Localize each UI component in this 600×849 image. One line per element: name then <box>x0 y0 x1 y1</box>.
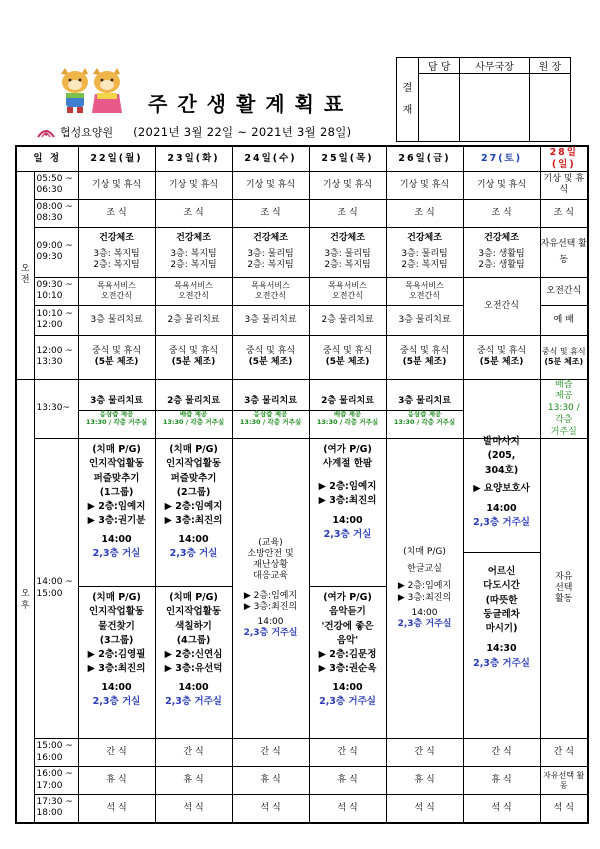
day-col-label: 일 정 <box>16 146 78 171</box>
day-header-row <box>16 146 588 171</box>
cell-breakfast: 조 식 <box>78 199 155 227</box>
mascot-illustration <box>55 66 125 116</box>
cell-bath-snack: 목욕서비스 오전간식 <box>386 277 463 305</box>
row-dinner <box>16 795 588 823</box>
cell-breakfast: 조 식 <box>540 199 588 227</box>
cell-dinner: 석 식 <box>540 795 588 823</box>
cell-snack: 간 식 <box>155 739 232 767</box>
cell-rest: 기상 및 휴식 <box>309 171 386 199</box>
cell-rest: 기상 및 휴식 <box>155 171 232 199</box>
cell-breakfast: 조 식 <box>463 199 540 227</box>
cell-lunch-sun: 중식 및 휴식 (5분 체조) <box>540 335 588 379</box>
approval-col-staff: 담 당 <box>419 58 460 74</box>
cell-sun-free-choice-pm: 자유선택 활동 <box>540 767 588 795</box>
cell-lunch: 중식 및 휴식 (5분 체조) <box>309 335 386 379</box>
day-header-fri: 26일(금) <box>386 146 463 171</box>
cell-1330-fri: 3층 물리치료 응삼즙 제공 13:30 / 각층 거주실 <box>386 379 463 438</box>
cell-bath-snack: 목욕서비스 오전간식 <box>155 277 232 305</box>
day-header-mon: 22일(월) <box>78 146 155 171</box>
cell-rest2: 휴 식 <box>463 767 540 795</box>
approval-sign-manager <box>460 74 530 142</box>
cell-snack: 간 식 <box>463 739 540 767</box>
cell-rest2: 휴 식 <box>386 767 463 795</box>
cell-snack: 간 식 <box>309 739 386 767</box>
time-1600: 16:00 ~ 17:00 <box>34 767 78 795</box>
cell-program-sun: 자유 선택 활동 <box>540 439 588 739</box>
row-programs <box>16 439 588 739</box>
cell-rest: 기상 및 휴식 <box>540 171 588 199</box>
cell-sun-free-choice: 자유선택 활동 <box>540 227 588 277</box>
cell-program-mon: (치매 P/G) 인지작업활동 퍼즐맞추기 (1그룹) ▶ 2층:임예지 ▶ 3층:권기분 14:00 2,3층 거실 (치매 P/G) 인지작업활동 물건찾기 (3그룹) ▶ 2층:김영필 ▶ 3층:최진의 14:00 2,3층 거실 <box>78 439 155 739</box>
cell-dinner: 석 식 <box>78 795 155 823</box>
cell-dinner: 석 식 <box>155 795 232 823</box>
row-breakfast <box>16 199 588 227</box>
cell-sun-am-snack: 오전간식 <box>540 277 588 305</box>
cell-lunch: 중식 및 휴식 (5분 체조) <box>155 335 232 379</box>
cell-worship: 예 배 <box>540 305 588 335</box>
cell-snack: 간 식 <box>540 739 588 767</box>
cell-1330-wed: 3층 물리치료 응삼즙 제공 13:30 / 각층 거주실 <box>232 379 309 438</box>
cell-bath-snack: 목욕서비스 오전간식 <box>78 277 155 305</box>
org-logo-icon <box>36 125 56 139</box>
cell-dinner: 석 식 <box>309 795 386 823</box>
time-1730: 17:30 ~ 18:00 <box>34 795 78 823</box>
cell-program-tue: (치매 P/G) 인지작업활동 퍼즐맞추기 (2그룹) ▶ 2층:임예지 ▶ 3층:최진의 14:00 2,3층 거실 (치매 P/G) 인지작업활동 색칠하기 (4그룹) ▶ 2층:신연심 ▶ 3층:유선덕 14:00 2,3층 거주실 <box>155 439 232 739</box>
cell-1330-thu: 2층 물리치료 배즙 제공 13:30 / 각층 거주실 <box>309 379 386 438</box>
cell-program-thu: (여가 P/G) 사계절 한팜 ▶ 2층:임예지 ▶ 3층:최진의 14:00 2,3층 거실 (여가 P/G) 음악듣기 '건강에 좋은 음악' ▶ 2층:김문정 ▶ 3층:권순옥 14:00 2,3층 거주실 <box>309 439 386 739</box>
cell-rest: 기상 및 휴식 <box>78 171 155 199</box>
cell-bath-snack: 목욕서비스 오전간식 <box>309 277 386 305</box>
cell-physio-3f: 3층 물리치료 <box>232 305 309 335</box>
approval-col-manager: 사무국장 <box>460 58 530 74</box>
cell-bath-snack: 목욕서비스 오전간식 <box>232 277 309 305</box>
mascot-right <box>92 68 122 113</box>
approval-sign-staff <box>419 74 460 142</box>
cell-breakfast: 조 식 <box>386 199 463 227</box>
cell-physio-3f: 3층 물리치료 <box>386 305 463 335</box>
row-wakeup <box>16 171 588 199</box>
cell-rest: 기상 및 휴식 <box>463 171 540 199</box>
cell-lunch: 중식 및 휴식 (5분 체조) <box>386 335 463 379</box>
row-snack <box>16 739 588 767</box>
cell-program-sat: 발마사지 (205, 304호) ▶ 요양보호사 14:00 2,3층 거주실 어르신 다도시간 (따뜻한 둥글레차 마시기) 14:30 2,3층 거주실 <box>463 439 540 739</box>
cell-rest: 기상 및 휴식 <box>386 171 463 199</box>
row-rest <box>16 767 588 795</box>
approval-col-director: 원 장 <box>529 58 570 74</box>
cell-snack: 간 식 <box>232 739 309 767</box>
cell-sat-am-snack: 오전간식 <box>463 277 540 335</box>
cell-program-fri: (치매 P/G) 한글교실 ▶ 2층:임예지 ▶ 3층:최진의 14:00 2,3층 거주실 <box>386 439 463 739</box>
approval-label: 결 재 <box>397 58 419 142</box>
cell-breakfast: 조 식 <box>309 199 386 227</box>
cell-exercise-thu: 건강체조 3층: 물리팀 2층: 복지팀 <box>309 227 386 277</box>
cell-physio-2f: 2층 물리치료 <box>309 305 386 335</box>
cell-breakfast: 조 식 <box>232 199 309 227</box>
row-exercise <box>16 227 588 277</box>
cell-dinner: 석 식 <box>232 795 309 823</box>
date-range: (2021년 3월 22일 ~ 2021년 3월 28일) <box>133 125 352 139</box>
time-1330: 13:30~ <box>34 379 78 438</box>
am-label: 오 전 <box>16 171 34 379</box>
cell-1330-sun: 배즙 제공 13:30 / 각층 거주실 <box>540 379 588 438</box>
time-1500: 15:00 ~ 16:00 <box>34 739 78 767</box>
cell-rest2: 휴 식 <box>78 767 155 795</box>
day-header-sat: 27(토) <box>463 146 540 171</box>
cell-physio-3f: 3층 물리치료 <box>78 305 155 335</box>
day-header-sun: 28일(일) <box>540 146 588 171</box>
cell-rest2: 휴 식 <box>309 767 386 795</box>
pm-label: 오 후 <box>16 379 34 822</box>
day-header-wed: 24일(수) <box>232 146 309 171</box>
cell-exercise-wed: 건강체조 3층: 물리팀 2층: 복지팀 <box>232 227 309 277</box>
cell-rest: 기상 및 휴식 <box>232 171 309 199</box>
time-0550: 05:50 ~ 06:30 <box>34 171 78 199</box>
cell-snack: 간 식 <box>386 739 463 767</box>
cell-program-wed: (교육) 소방안전 및 재난상황 대응교육 ▶ 2층:임예지 ▶ 3층:최진의 14:00 2,3층 거주실 <box>232 439 309 739</box>
cell-breakfast: 조 식 <box>155 199 232 227</box>
cell-exercise-sat: 건강체조 3층: 생활팀 2층: 생활팀 <box>463 227 540 277</box>
day-header-thu: 25일(목) <box>309 146 386 171</box>
cell-exercise-mon: 건강체조 3층: 복지팀 2층: 복지팀 <box>78 227 155 277</box>
time-1400: 14:00 ~ 15:00 <box>34 439 78 739</box>
org-name: 협성요양원 <box>60 126 114 139</box>
cell-lunch: 중식 및 휴식 (5분 체조) <box>78 335 155 379</box>
cell-lunch: 중식 및 휴식 (5분 체조) <box>463 335 540 379</box>
time-1200: 12:00 ~ 13:30 <box>34 335 78 379</box>
cell-rest2: 휴 식 <box>232 767 309 795</box>
approval-sign-director <box>529 74 570 142</box>
cell-dinner: 석 식 <box>386 795 463 823</box>
cell-physio-2f: 2층 물리치료 <box>155 305 232 335</box>
cell-1330-tue: 2층 물리치료 배즙 제공 13:30 / 각층 거주실 <box>155 379 232 438</box>
time-1010: 10:10 ~ 12:00 <box>34 305 78 335</box>
row-lunch <box>16 335 588 379</box>
header-org-row <box>36 124 351 140</box>
weekly-schedule-table <box>15 145 589 824</box>
time-0800: 08:00 ~ 08:30 <box>34 199 78 227</box>
cell-1330-mon: 3층 물리치료 응삼즙 제공 13:30 / 각층 거주실 <box>78 379 155 438</box>
cell-lunch: 중식 및 휴식 (5분 체조) <box>232 335 309 379</box>
time-0930: 09:30 ~ 10:10 <box>34 277 78 305</box>
cell-exercise-fri: 건강체조 3층: 물리팀 2층: 복지팀 <box>386 227 463 277</box>
day-header-tue: 23일(화) <box>155 146 232 171</box>
cell-dinner: 석 식 <box>463 795 540 823</box>
approval-box <box>396 57 571 142</box>
time-0900: 09:00 ~ 09:30 <box>34 227 78 277</box>
cell-exercise-tue: 건강체조 3층: 복지팀 2층: 복지팀 <box>155 227 232 277</box>
row-bath <box>16 277 588 305</box>
mascot-left <box>61 68 88 113</box>
page-title: 주간생활계획표 <box>148 92 354 116</box>
cell-snack: 간 식 <box>78 739 155 767</box>
cell-rest2: 휴 식 <box>155 767 232 795</box>
